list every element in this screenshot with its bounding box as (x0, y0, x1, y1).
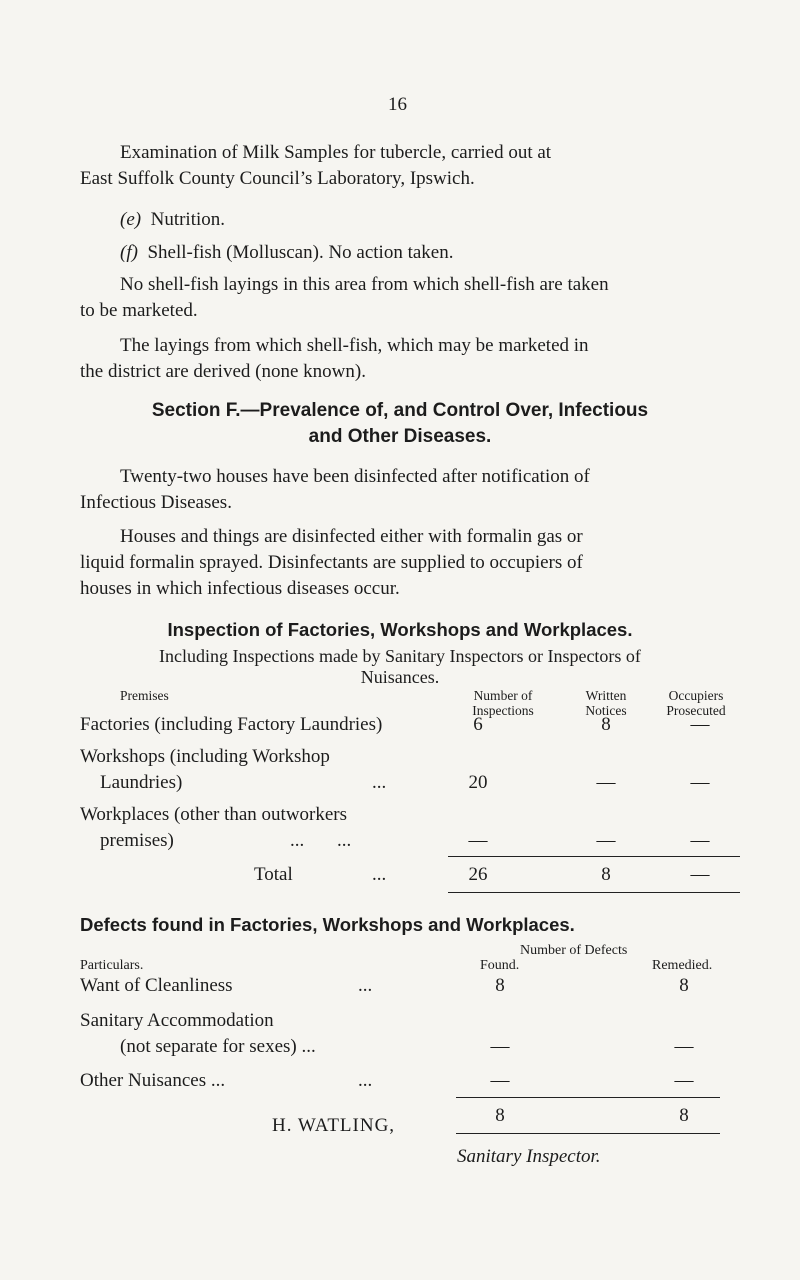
text-line: the district are derived (none known). (80, 361, 366, 382)
disinfection-paragraph-1 (80, 464, 720, 516)
subheading-line: Nuisances. (360, 667, 440, 687)
defects-heading: Defects found in Factories, Workshops and Workplaces. (80, 914, 575, 935)
defects-total-remedied: 8 (679, 1105, 689, 1126)
text-line: Twenty-two houses have been disinfected after notification of (120, 466, 590, 487)
label-line: premises) (100, 830, 174, 851)
text-line: houses in which infectious diseases occur. (80, 578, 400, 599)
label-line: (not separate for sexes) ... (120, 1036, 316, 1057)
defects-row-sanitary-remedied: — (674, 1036, 694, 1057)
inspection-row-workplaces-prosecuted: — (690, 830, 710, 851)
item-e (120, 207, 225, 233)
intro-line-2: East Suffolk County Council’s Laboratory, Ipswich. (80, 168, 475, 189)
inspection-total-dots: ... (372, 864, 387, 885)
defects-total-rule (456, 1097, 720, 1098)
item-f-label: (f) (120, 242, 138, 263)
col-premises-header: Premises (120, 688, 169, 703)
signature-title: Sanitary Inspector. (457, 1146, 601, 1167)
intro-paragraph (80, 140, 720, 192)
inspection-row-factories-label: Factories (including Factory Laundries) (80, 714, 383, 735)
defects-col-found: Found. (480, 958, 520, 973)
text-line: liquid formalin sprayed. Disinfectants are supplied to occupiers of (80, 552, 583, 573)
signature-name: H. WATLING, (272, 1115, 396, 1136)
intro-line-1: Examination of Milk Samples for tubercle, carried out at (120, 142, 552, 163)
item-e-label: (e) (120, 209, 142, 230)
label-line: Sanitary Accommodation (80, 1010, 274, 1031)
page-number: 16 (388, 94, 407, 115)
inspection-row-workplaces-inspections: — (468, 830, 488, 851)
text-line: Infectious Diseases. (80, 492, 232, 513)
inspection-row-workshops-prosecuted: — (690, 772, 710, 793)
defects-total-found: 8 (495, 1105, 505, 1126)
inspection-row-workplaces-notices: — (596, 830, 616, 851)
defects-number-header: Number of Defects (520, 943, 628, 958)
text-line: Houses and things are disinfected either with formalin gas or (120, 526, 583, 547)
item-f-text: Shell-fish (Molluscan). No action taken. (147, 242, 454, 263)
defects-row-nuisances-found: — (490, 1070, 510, 1091)
inspection-row-factories-notices: 8 (601, 714, 611, 735)
defects-row-cleanliness-found: 8 (495, 975, 505, 996)
label-line: Workplaces (other than outworkers (80, 804, 348, 825)
inspection-row-factories-prosecuted: — (690, 714, 710, 735)
heading-line: Section F.—Prevalence of, and Control Over, Infectious (151, 400, 649, 421)
inspection-row-factories-inspections: 6 (473, 714, 483, 735)
defects-row-cleanliness-remedied: 8 (679, 975, 689, 996)
defects-row-nuisances-dots: ... (358, 1070, 373, 1091)
section-f-heading (80, 398, 720, 450)
header-line: Occupiers (668, 688, 724, 703)
text-line: No shell-fish layings in this area from which shell-fish are taken (120, 274, 609, 295)
inspection-row-workshops-label (80, 744, 330, 796)
inspection-total-rule (448, 856, 740, 857)
inspection-row-workshops-inspections: 20 (468, 772, 488, 793)
header-line: Prosecuted (666, 703, 726, 718)
shellfish-paragraph-1 (80, 272, 720, 324)
defects-row-cleanliness-label: Want of Cleanliness (80, 975, 233, 996)
disinfection-paragraph-2 (80, 524, 720, 602)
label-line: Workshops (including Workshop (80, 746, 330, 767)
inspection-total-label: Total (254, 864, 293, 885)
item-e-text: Nutrition. (150, 209, 226, 230)
header-line: Number of (473, 688, 533, 703)
inspection-row-workshops-notices: — (596, 772, 616, 793)
defects-row-sanitary-found: — (490, 1036, 510, 1057)
shellfish-paragraph-2 (80, 333, 720, 385)
inspection-row-workplaces-dots: ... ... (290, 830, 352, 851)
defects-row-cleanliness-dots: ... (358, 975, 373, 996)
inspection-row-workshops-dots: ... (372, 772, 387, 793)
inspection-total-inspections: 26 (468, 864, 488, 885)
text-line: to be marketed. (80, 300, 198, 321)
inspection-total-notices: 8 (601, 864, 611, 885)
header-line: Notices (585, 703, 627, 718)
defects-row-sanitary-label (80, 1008, 316, 1060)
defects-col-remedied: Remedied. (652, 958, 713, 973)
subheading-line: Including Inspections made by Sanitary Inspectors or Inspectors of (159, 646, 641, 666)
header-line: Written (585, 688, 627, 703)
text-line: The layings from which shell-fish, which may be marketed in (120, 335, 589, 356)
header-line: Inspections (472, 703, 534, 718)
heading-line: and Other Diseases. (308, 426, 492, 447)
defects-row-nuisances-label: Other Nuisances ... (80, 1070, 226, 1091)
defects-col-particulars: Particulars. (80, 958, 144, 973)
label-line: Laundries) (100, 772, 183, 793)
inspection-heading: Inspection of Factories, Workshops and Workplaces. (167, 619, 633, 640)
defects-bottom-rule (456, 1133, 720, 1134)
inspection-total-prosecuted: — (690, 864, 710, 885)
item-f (120, 240, 453, 266)
inspection-subheading (80, 646, 720, 688)
inspection-bottom-rule (448, 892, 740, 893)
defects-row-nuisances-remedied: — (674, 1070, 694, 1091)
